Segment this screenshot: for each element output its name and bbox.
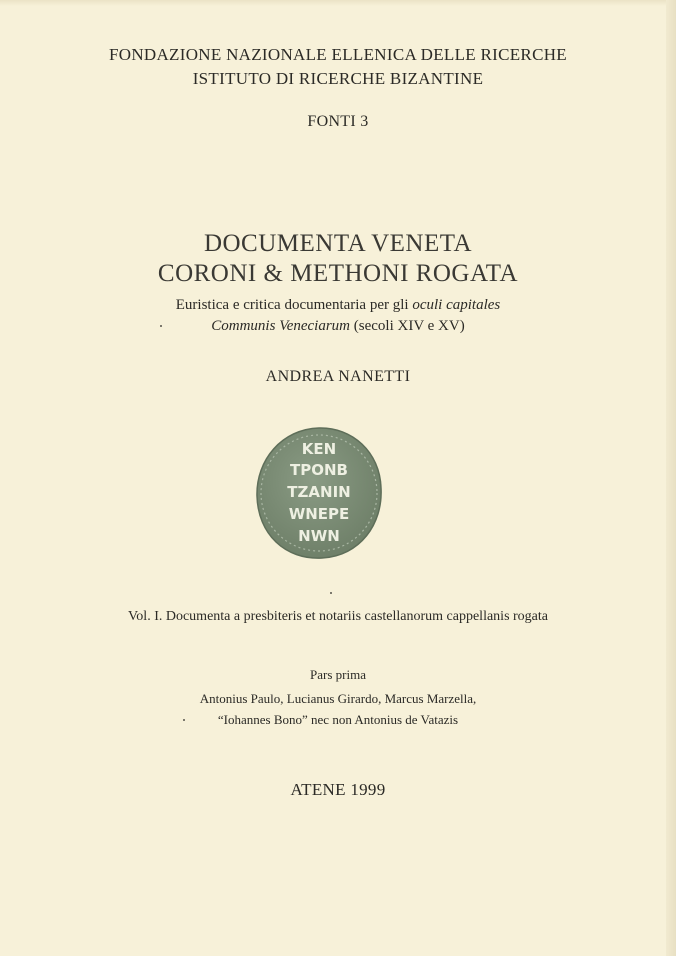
seal-line-4: WNEPE (288, 505, 350, 523)
subtitle-italic-2: Communis Veneciarum (211, 318, 351, 334)
notary-names-line-1: Antonius Paulo, Lucianus Girardo, Marcus Marzella, (199, 691, 477, 706)
series-label: FONTI 3 (307, 113, 369, 130)
subtitle-italic-1: oculi capitales (412, 297, 501, 313)
seal-line-3: TZANIN (287, 483, 351, 501)
subtitle-text-1: Euristica e critica documentaria per gli (175, 297, 413, 313)
seal-line-1: KEN (301, 440, 337, 458)
institute-name: ISTITUTO DI RICERCHE BIZANTINE (192, 69, 484, 88)
subtitle-text-2: (secoli XIV e XV) (350, 318, 465, 334)
byzantine-seal-image (252, 424, 386, 562)
author-name: ANDREA NANETTI (265, 368, 411, 385)
imprint-place-year: ATENE 1999 (290, 780, 386, 799)
subtitle-line-2 (0, 318, 676, 335)
seal-line-5: NWN (298, 527, 340, 545)
pars-heading: Pars prima (310, 667, 366, 682)
title-line-2: CORONI & METHONI ROGATA (157, 260, 519, 287)
institution-name: FONDAZIONE NAZIONALE ELLENICA DELLE RICERCHE (109, 45, 567, 64)
top-edge-shadow (0, 0, 676, 6)
seal-line-2: TPONB (290, 461, 348, 479)
volume-title: Vol. I. Documenta a presbiteris et notariis castellanorum cappellanis rogata (128, 609, 548, 624)
subtitle-line-1 (0, 297, 676, 314)
paper-speck (160, 325, 162, 327)
title-line-1: DOCUMENTA VENETA (203, 230, 473, 257)
paper-speck (183, 719, 185, 721)
paper-speck (330, 592, 332, 594)
notary-names-line-2: “Iohannes Bono” nec non Antonius de Vatazis (217, 712, 459, 727)
right-edge-shadow (666, 0, 676, 956)
